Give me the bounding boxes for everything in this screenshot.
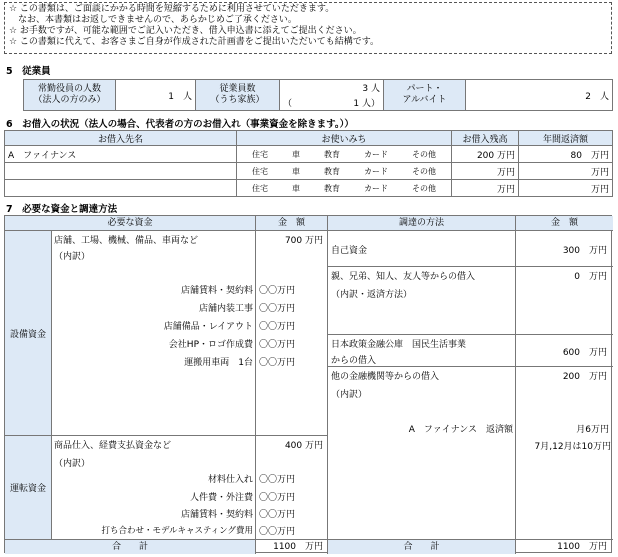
family-loan-label: 親、兄弟、知人、友人等からの借入 xyxy=(331,272,476,282)
total-raise-label: 合 計 xyxy=(328,539,516,554)
funds-header-amount-2: 金 額 xyxy=(516,216,613,231)
table-row xyxy=(5,180,613,197)
equipment-item: 店舗備品・レイアウト xyxy=(163,322,253,332)
loan-use-options[interactable]: 住宅 車 教育 カード その他 xyxy=(237,180,452,197)
equipment-item: 会社HP・ロゴ作成費 xyxy=(168,340,253,350)
loan-balance[interactable]: 万円 xyxy=(452,180,519,197)
working-item: 打ち合わせ・モデルキャスティング費用 xyxy=(101,526,253,536)
equipment-item: 店舗賃料・契約料 xyxy=(180,286,253,296)
loan-use-options[interactable]: 住宅 車 教育 カード その他 xyxy=(237,163,452,180)
funds-header-amount: 金 額 xyxy=(256,216,328,231)
officers-value[interactable]: 1 人 xyxy=(116,80,196,111)
other-loan-lender: A ファイナンス 返済額 xyxy=(408,425,513,435)
loan-header-balance: お借入残高 xyxy=(452,131,519,146)
other-loan-monthly: 月6万円 xyxy=(576,425,609,435)
note-line: ☆ お手数ですが、可能な範囲でご記入いただき、借入申込書に添えてご提出ください。 xyxy=(9,26,362,36)
jfc-loan-cell xyxy=(328,335,516,367)
family-loan-amount[interactable]: 0 万円 xyxy=(574,272,607,282)
funds-header-method: 調達の方法 xyxy=(328,216,516,231)
employee-count-value[interactable]: 3 人 xyxy=(280,80,384,96)
working-item: 材料仕入れ xyxy=(207,475,253,485)
note-line: ☆ この書類は、ご面談にかかる時間を短縮するために利用させていただきます。 xyxy=(9,4,335,14)
equipment-item-amount[interactable]: 〇〇万円 xyxy=(259,304,296,314)
jfc-loan-label: 日本政策金融公庫 国民生活事業 xyxy=(331,340,467,350)
working-amount[interactable]: 400 万円 xyxy=(284,441,323,451)
equipment-details xyxy=(52,231,256,436)
family-loan-amount-cell xyxy=(516,267,613,335)
equipment-amount[interactable]: 700 万円 xyxy=(284,236,323,246)
loan-annual[interactable]: 万円 xyxy=(519,180,613,197)
other-loan-label: 他の金融機関等からの借入 xyxy=(331,372,440,382)
working-item: 店舗賃料・契約料 xyxy=(180,510,253,520)
working-title: 商品仕入、経費支払資金など xyxy=(54,441,172,451)
section-6-heading: 6 お借入の状況（法人の場合、代表者の方のお借入れ（事業資金を除きます。）） xyxy=(6,119,354,130)
loan-header-use: お使いみち xyxy=(237,131,452,146)
loan-lender[interactable] xyxy=(5,163,237,180)
family-loan-detail: （内訳・返済方法） xyxy=(331,290,413,300)
loan-annual[interactable]: 80 万円 xyxy=(519,146,613,163)
self-funds-cell xyxy=(328,231,516,267)
equipment-item: 店舗内装工事 xyxy=(198,304,253,314)
loan-header-lender: お借入先名 xyxy=(5,131,237,146)
equipment-item-amount[interactable]: 〇〇万円 xyxy=(259,340,296,350)
equipment-breakdown: （内訳） xyxy=(54,252,91,262)
family-count-value: 1 人） xyxy=(353,99,380,109)
other-loan-bonus: 7月,12月は10万円 xyxy=(534,442,611,452)
loan-balance[interactable]: 万円 xyxy=(452,163,519,180)
jfc-loan-amount[interactable]: 600 万円 xyxy=(562,348,607,358)
equipment-item-amount[interactable]: 〇〇万円 xyxy=(259,358,296,368)
working-item-amount[interactable]: 〇〇万円 xyxy=(259,493,296,503)
part-time-value[interactable]: 2 人 xyxy=(466,80,613,111)
section-7-heading: 7 必要な資金と調達方法 xyxy=(6,204,118,215)
working-details xyxy=(52,436,256,539)
working-breakdown: （内訳） xyxy=(54,459,91,469)
loan-header-annual: 年間返済額 xyxy=(519,131,613,146)
other-loan-cell xyxy=(328,367,516,539)
working-item: 人件費・外注費 xyxy=(189,493,253,503)
funds-header-need: 必要な資金 xyxy=(5,216,256,231)
working-item-amount[interactable]: 〇〇万円 xyxy=(259,510,296,520)
note-line: なお、本書類はお返しできませんので、あらかじめご了承ください。 xyxy=(9,15,297,25)
table-row xyxy=(5,163,613,180)
jfc-loan-amount-cell xyxy=(516,335,613,367)
working-item-amount[interactable]: 〇〇万円 xyxy=(259,527,296,537)
loan-use-options[interactable]: 住宅 車 教育 カード その他 xyxy=(237,146,452,163)
other-loan-detail: （内訳） xyxy=(331,390,368,400)
funds-table xyxy=(4,215,612,553)
equipment-item-amount[interactable]: 〇〇万円 xyxy=(259,286,296,296)
loan-lender[interactable]: A ファイナンス xyxy=(5,146,237,163)
equipment-title: 店舗、工場、機械、備品、車両など xyxy=(54,236,199,246)
notes-box xyxy=(4,2,612,54)
employee-count-label: 従業員数 （うち家族） xyxy=(196,80,280,111)
jfc-loan-label-2: からの借入 xyxy=(331,356,377,366)
total-need-amount[interactable]: 1100 万円 xyxy=(256,539,328,554)
family-count-cell[interactable]: （ 1 人） xyxy=(280,95,384,111)
officers-label: 常勤役員の人数 （法人の方のみ） xyxy=(24,80,116,111)
working-amounts xyxy=(256,436,328,539)
other-loan-amount[interactable]: 200 万円 xyxy=(562,372,607,382)
loan-balance[interactable]: 200 万円 xyxy=(452,146,519,163)
equipment-item-amount[interactable]: 〇〇万円 xyxy=(259,322,296,332)
working-item-amount[interactable]: 〇〇万円 xyxy=(259,475,296,485)
equipment-amounts xyxy=(256,231,328,436)
other-loan-amount-cell xyxy=(516,367,613,539)
employees-table xyxy=(23,79,613,111)
self-funds-amount-cell xyxy=(516,231,613,267)
section-5-heading: 5 従業員 xyxy=(6,66,51,77)
total-raise-amount[interactable]: 1100 万円 xyxy=(516,539,613,554)
part-time-label: パート・ アルバイト xyxy=(384,80,466,111)
self-funds-amount[interactable]: 300 万円 xyxy=(562,246,607,256)
loan-annual[interactable]: 万円 xyxy=(519,163,613,180)
family-loan-cell xyxy=(328,267,516,335)
note-line: ☆ この書類に代えて、お客さまご自身が作成された計画書をご提出いただいても結構です。 xyxy=(9,37,380,47)
working-label: 運転資金 xyxy=(5,436,52,539)
loans-table xyxy=(4,130,613,197)
total-need-label: 合 計 xyxy=(5,539,256,554)
table-row xyxy=(5,146,613,163)
loan-lender[interactable] xyxy=(5,180,237,197)
equipment-label: 設備資金 xyxy=(5,231,52,436)
self-funds-label: 自己資金 xyxy=(331,246,368,256)
equipment-item: 運搬用車両 1台 xyxy=(184,358,253,368)
